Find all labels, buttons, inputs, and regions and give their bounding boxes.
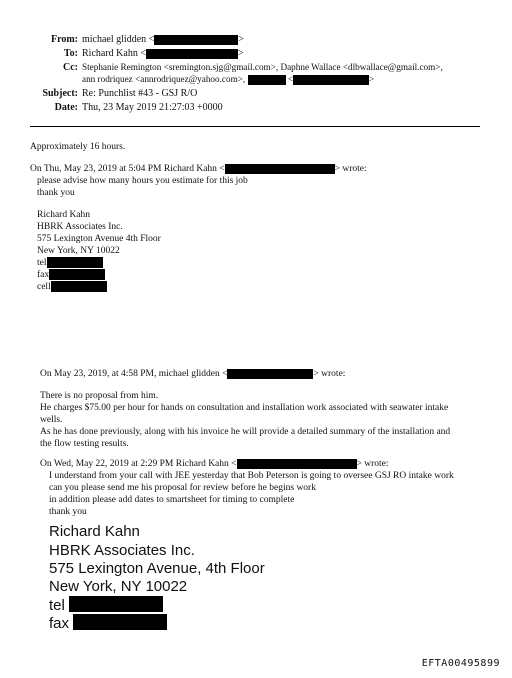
from-label: From:	[50, 34, 78, 45]
redaction-bar	[73, 614, 167, 630]
cc-label: Cc:	[63, 62, 78, 73]
redaction-bar	[227, 369, 313, 379]
quote2-header-text: On May 23, 2019, at 4:58 PM, michael glidden <	[40, 369, 228, 379]
redaction-bar	[293, 75, 369, 85]
redaction-bar	[154, 35, 238, 45]
cc-line-2-close: >	[369, 74, 375, 84]
sig2-address: 575 Lexington Avenue, 4th Floor	[49, 560, 265, 577]
from-value	[82, 34, 244, 45]
quote3-line-3: in addition please add dates to smartsheet for timing to complete	[49, 495, 295, 505]
quote2-para-3b: the flow testing results.	[40, 439, 129, 449]
quote3-header-end: > wrote:	[356, 459, 389, 469]
sig1-city: New York, NY 10022	[37, 246, 120, 256]
sig1-cell	[37, 281, 107, 293]
to-label: To:	[63, 48, 78, 59]
sig1-tel-label: tel	[37, 258, 47, 268]
redaction-bar	[248, 75, 286, 85]
redaction-bar	[51, 281, 107, 292]
reply-text: Approximately 16 hours.	[30, 142, 126, 152]
to-close: >	[237, 48, 244, 59]
quote3-line-1: I understand from your call with JEE yesterday that Bob Peterson is going to oversee GSJ RO intake work	[49, 471, 454, 481]
from-close: >	[238, 34, 244, 45]
quote2-para-2a: He charges $75.00 per hour for hands on consultation and installation work associated with seawater intake	[40, 403, 449, 413]
date-value: Thu, 23 May 2019 21:27:03 +0000	[82, 102, 223, 113]
quote1-line-1: please advise how many hours you estimate for this job	[37, 176, 248, 186]
from-text: michael glidden <	[82, 34, 155, 45]
quote1-line-2: thank you	[37, 188, 75, 198]
document-id: EFTA00495899	[421, 658, 500, 669]
cc-line-2-text: ann rodriquez <annrodriquez@yahoo.com>,	[82, 74, 246, 84]
sig2-name: Richard Kahn	[49, 523, 140, 540]
sig2-tel	[49, 596, 163, 615]
sig2-company: HBRK Associates Inc.	[49, 542, 195, 559]
sig2-fax	[49, 614, 167, 633]
quote1-header-text: On Thu, May 23, 2019 at 5:04 PM Richard Kahn <	[30, 164, 225, 174]
quote2-header	[40, 368, 345, 380]
quote1-header-end: > wrote:	[334, 164, 367, 174]
quote1-header	[30, 163, 367, 175]
sig1-name: Richard Kahn	[37, 210, 91, 220]
redaction-bar	[69, 596, 163, 612]
quote2-para-1: There is no proposal from him.	[40, 391, 159, 401]
redaction-bar	[146, 49, 238, 59]
redaction-bar	[225, 164, 335, 174]
quote3-line-4: thank you	[49, 507, 87, 517]
quote2-para-2b: wells.	[40, 415, 63, 425]
quote3-header	[40, 458, 389, 470]
cc-line-1: Stephanie Remington <sremington.sjg@gmail.com>, Daphne Wallace <dlbwallace@gmail.com>,	[82, 62, 443, 72]
sig1-address: 575 Lexington Avenue 4th Floor	[37, 234, 161, 244]
sig1-fax-label: fax	[37, 270, 50, 280]
sig1-cell-label: cell	[37, 282, 51, 292]
quote2-header-end: > wrote:	[313, 369, 346, 379]
subject-label: Subject:	[42, 88, 78, 99]
sig1-company: HBRK Associates Inc.	[37, 222, 123, 232]
to-value	[82, 48, 244, 59]
quote3-line-2: can you please send me his proposal for review before he begins work	[49, 483, 316, 493]
redaction-bar	[47, 257, 103, 268]
quote3-header-text: On Wed, May 22, 2019 at 2:29 PM Richard Kahn <	[40, 459, 237, 469]
sig1-tel	[37, 257, 103, 269]
sig2-fax-label: fax	[49, 615, 70, 632]
cc-line-2-open: <	[287, 74, 293, 84]
quote2-para-3a: As he has done previously, along with his invoice he will provide a detailed summary of the installation and	[40, 427, 451, 437]
header-divider	[30, 126, 480, 127]
to-text: Richard Kahn <	[82, 48, 146, 59]
sig1-fax	[37, 269, 105, 281]
redaction-bar	[237, 459, 357, 469]
sig2-tel-label: tel	[49, 597, 65, 614]
sig2-city: New York, NY 10022	[49, 578, 188, 595]
subject-value: Re: Punchlist #43 - GSJ R/O	[82, 88, 198, 99]
redaction-bar	[49, 269, 105, 280]
date-label: Date:	[54, 102, 78, 113]
cc-line-2	[82, 74, 374, 85]
